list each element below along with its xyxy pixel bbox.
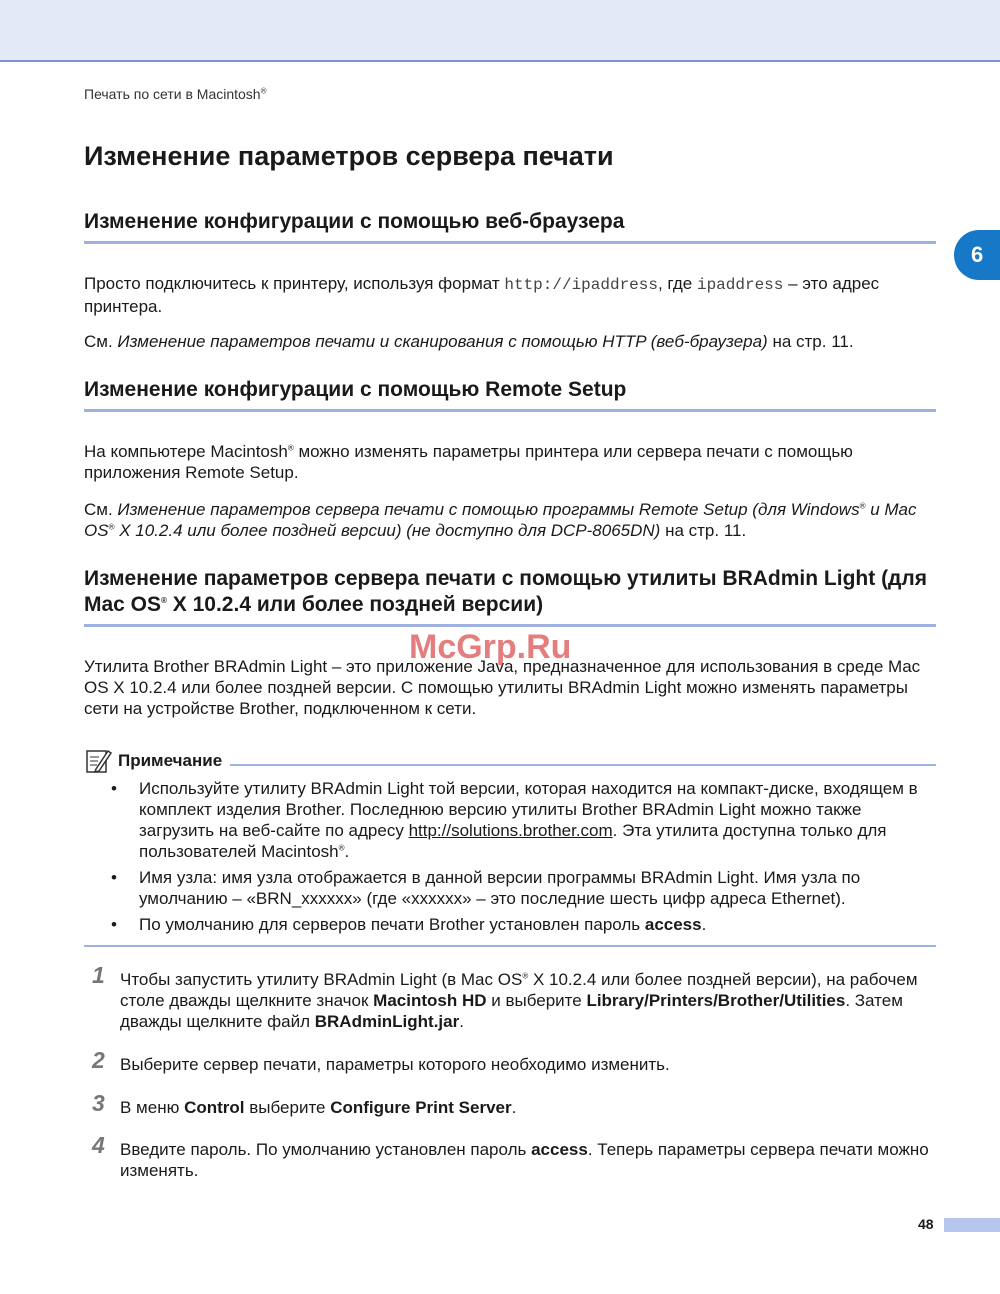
page-number-bar [944, 1218, 1000, 1232]
step-3 [84, 1090, 936, 1118]
step-text: Выберите сервер печати, параметры которого необходимо изменить. [120, 1055, 670, 1074]
step-number: 4 [92, 1132, 105, 1158]
section-heading-web-browser: Изменение конфигурации с помощью веб-браузера [84, 209, 936, 244]
note-pencil-icon [84, 747, 112, 775]
page-number: 48 [918, 1216, 934, 1232]
step-1 [84, 962, 936, 1032]
note-header [84, 744, 936, 778]
note-label: Примечание [118, 751, 223, 770]
note-bottom-rule [84, 945, 936, 947]
watermark: McGrp.Ru [409, 628, 572, 666]
paragraph-bradmin-intro: Утилита Brother BRAdmin Light – это приложение Java, предназначенное для использования в среде Mac OS X 10.2.4 или более поздней версии. С помощью утилиты BRAdmin Light можно изменять параметры сети на устройстве Brother, подключенном к сети. [84, 657, 921, 718]
paragraph-web-format: Просто подключитесь к принтеру, используя формат http://ipaddress, где ipaddress – это адрес принтера. [84, 274, 880, 316]
note-list [84, 778, 936, 935]
step-text: Введите пароль. По умолчанию установлен пароль access. Теперь параметры сервера печати можно изменять. [120, 1140, 929, 1180]
note-rule [230, 764, 936, 766]
header-band [0, 0, 1000, 62]
step-text: В меню Control выберите Configure Print Server. [120, 1098, 517, 1117]
step-text: Чтобы запустить утилиту BRAdmin Light (в Mac OS® X 10.2.4 или более поздней версии), на рабочем столе дважды щелкните значок Macintosh HD и выберите Library/Printers/Brother/Utilities. Затем дважды щелкните файл BRAdminLight.jar. [120, 970, 918, 1031]
paragraph-web-reference: См. Изменение параметров печати и сканирования с помощью HTTP (веб-браузера) на стр. 11. [84, 332, 854, 351]
note-item-node-name: • Имя узла: имя узла отображается в данной версии программы BRAdmin Light. Имя узла по умолчанию – «BRN_xxxxxx» (где «xxxxxx» – это последние шесть цифр адреса Ethernet). [84, 867, 936, 909]
running-head: Печать по сети в Macintosh® [84, 86, 267, 102]
step-2 [84, 1047, 936, 1075]
section-heading-bradmin: Изменение параметров сервера печати с помощью утилиты BRAdmin Light (для Mac OS® X 10.2.4 или более поздней версии) [84, 566, 936, 627]
solutions-link[interactable]: http://solutions.brother.com [408, 821, 613, 840]
paragraph-remote-setup-reference: См. Изменение параметров сервера печати с помощью программы Remote Setup (для Windows® и Mac OS® X 10.2.4 или более поздней версии) (не доступно для DCP-8065DN) на стр. 11. [84, 500, 917, 540]
step-number: 3 [92, 1090, 105, 1116]
section-heading-remote-setup: Изменение конфигурации с помощью Remote Setup [84, 377, 936, 412]
note-item-version: • Используйте утилиту BRAdmin Light той версии, которая находится на компакт-диске, входящем в комплект изделия Brother. Последнюю версию утилиты Brother BRAdmin Light можно также загрузить на веб-сайте по адресу http://solutions.brother.com. Эта утилита доступна только для пользователей Macintosh®. [84, 778, 936, 862]
page-title: Изменение параметров сервера печати [84, 141, 614, 171]
paragraph-remote-setup: На компьютере Macintosh® можно изменять параметры принтера или сервера печати с помощью приложения Remote Setup. [84, 442, 853, 482]
step-number: 2 [92, 1047, 105, 1073]
note-box [84, 744, 936, 940]
step-number: 1 [92, 962, 105, 988]
step-4 [84, 1132, 936, 1181]
chapter-tab: 6 [954, 230, 1000, 280]
note-item-password: • По умолчанию для серверов печати Brother установлен пароль access. [84, 914, 936, 935]
